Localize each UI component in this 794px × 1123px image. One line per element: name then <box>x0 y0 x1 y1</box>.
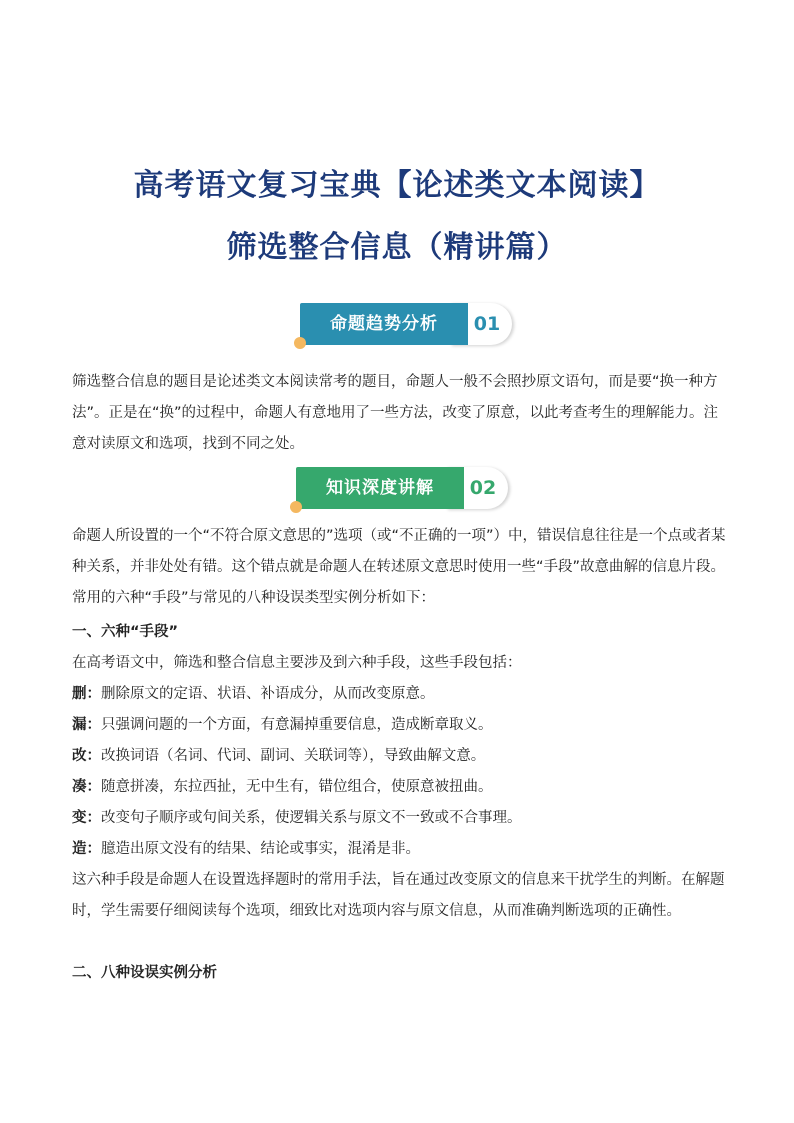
method-text: 改变句子顺序或句间关系，使逻辑关系与原文不一致或不合事理。 <box>101 810 522 826</box>
method-text: 随意拼凑，东拉西扯，无中生有，错位组合，使原意被扭曲。 <box>101 779 493 795</box>
summary-paragraph: 这六种手段是命题人在设置选择题时的常用手法，旨在通过改变原文的信息来干扰学生的判断。在解题时，学生需要仔细阅读每个选项，细致比对选项内容与原文信息，从而准确判断选项的正确性。 <box>72 872 725 919</box>
part1-lead: 在高考语文中，筛选和整合信息主要涉及到六种手段，这些手段包括： <box>72 655 522 671</box>
method-text: 只强调问题的一个方面，有意漏掉重要信息，造成断章取义。 <box>101 717 493 733</box>
method-key: 变： <box>72 810 101 826</box>
page-subtitle: 筛选整合信息（精讲篇） <box>226 230 568 265</box>
section-badge-knowledge <box>296 467 510 509</box>
method-text: 臆造出原文没有的结果、结论或事实，混淆是非。 <box>101 841 420 857</box>
method-text: 改换词语（名词、代词、副词、关联词等），导致曲解文意。 <box>101 748 486 764</box>
page-title: 高考语文复习宝典【论述类文本阅读】 <box>133 168 661 203</box>
section-label: 知识深度讲解 <box>296 467 464 509</box>
method-item <box>72 710 732 741</box>
method-key: 凑： <box>72 779 101 795</box>
explain-paragraph: 命题人所设置的一个“不符合原文意思的”选项（或“不正确的一项”）中，错误信息往往是一个点或者某种关系，并非处处有错。这个错点就是命题人在转述原文意思时使用一些“手段”故意曲解的信息片段。常用的六种“手段”与常见的八种设误类型实例分析如下： <box>72 528 726 606</box>
section-number: 02 <box>446 467 508 509</box>
part2-heading: 二、八种设误实例分析 <box>72 965 217 981</box>
method-key: 删： <box>72 686 101 702</box>
method-item <box>72 772 732 803</box>
badge-dot-icon <box>290 501 302 513</box>
method-key: 改： <box>72 748 101 764</box>
part1-heading: 一、六种“手段” <box>72 624 179 640</box>
method-item <box>72 679 732 710</box>
badge-dot-icon <box>294 337 306 349</box>
section-number: 01 <box>450 303 512 345</box>
intro-paragraph: 筛选整合信息的题目是论述类文本阅读常考的题目，命题人一般不会照抄原文语句，而是要“换一种方法”。正是在“换”的过程中，命题人有意地用了一些方法，改变了原意，以此考查考生的理解能力。注意对读原文和选项，找到不同之处。 <box>72 374 719 452</box>
method-key: 造： <box>72 841 101 857</box>
method-item <box>72 741 732 772</box>
method-item <box>72 803 732 834</box>
method-text: 删除原文的定语、状语、补语成分，从而改变原意。 <box>101 686 435 702</box>
section-label: 命题趋势分析 <box>300 303 468 345</box>
method-item <box>72 834 732 865</box>
section-badge-trend <box>300 303 514 345</box>
method-key: 漏： <box>72 717 101 733</box>
